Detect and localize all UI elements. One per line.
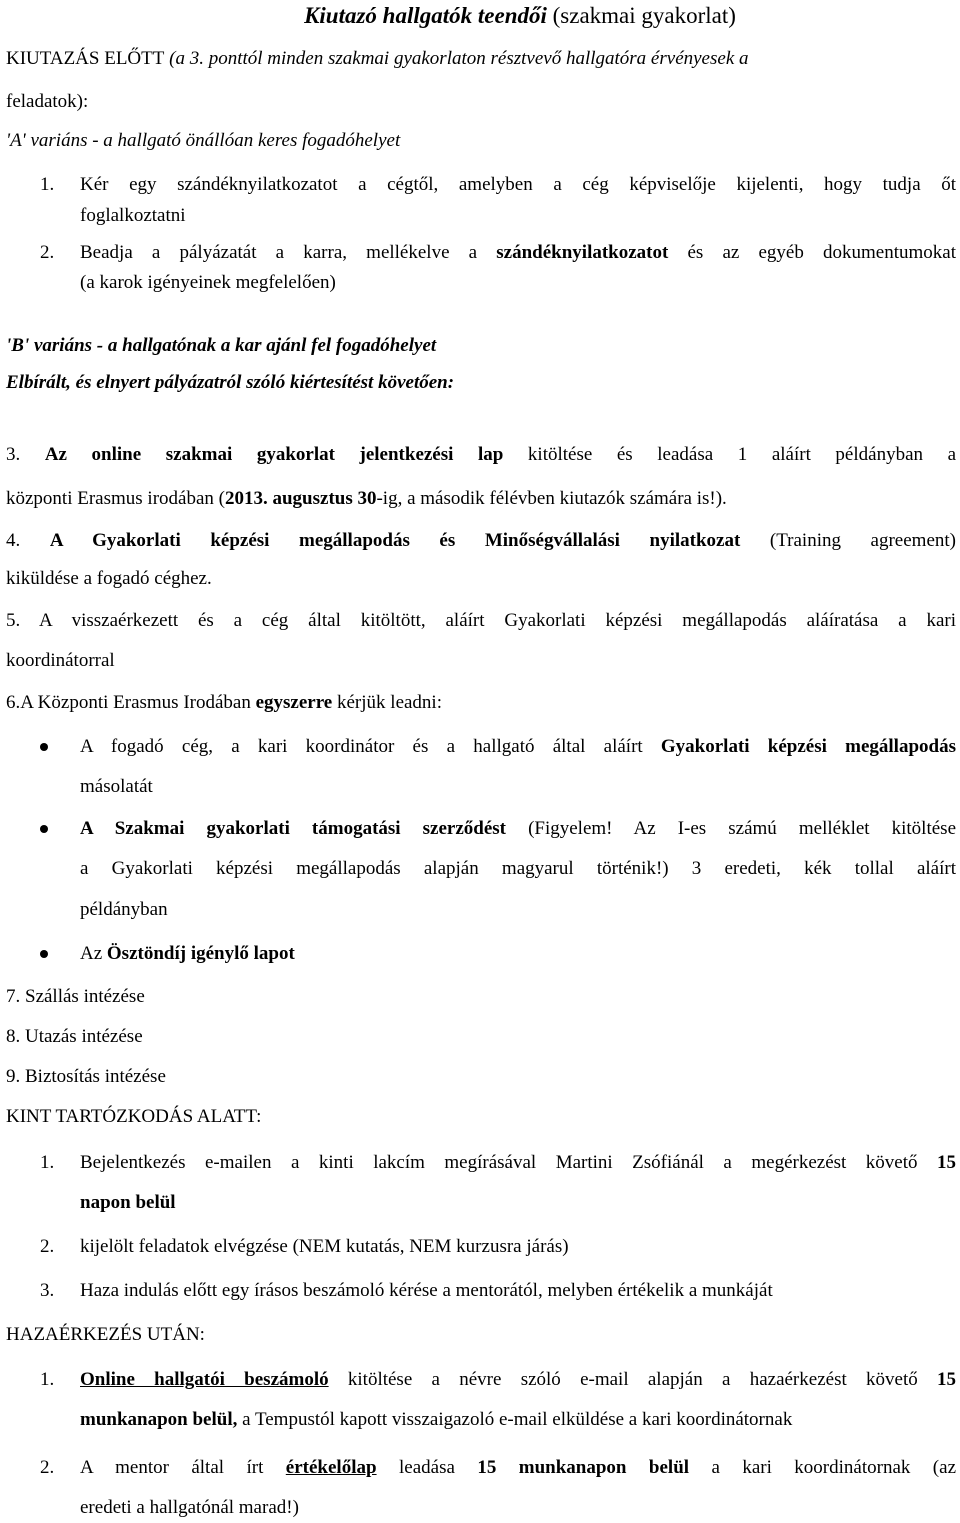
bold-text: A Gyakorlati képzési megállapodás és Minőségvállalási nyilatkozat (49, 530, 741, 551)
step-number: 3. (6, 444, 45, 465)
list-number: 2. (40, 1236, 55, 1257)
text: -ig, a második félévben kiutazók számára is!). (376, 488, 727, 509)
step-9: 9. Biztosítás intézése (6, 1066, 166, 1087)
bullet-item-cont: példányban (80, 899, 168, 920)
bullet-item-cont: másolatát (80, 776, 153, 797)
text: kitöltése és leadása 1 aláírt példányban a (503, 444, 957, 465)
text: Az (80, 943, 107, 964)
text: (Figyelem! Az I-es számú melléklet kitöltése (506, 818, 957, 839)
list-item (80, 1457, 956, 1479)
bullet-item (80, 736, 956, 758)
list-item-cont: eredeti a hallgatónál marad!) (80, 1497, 299, 1518)
bold-text: 15 (937, 1369, 956, 1390)
text: (Training agreement) (740, 530, 956, 551)
list-item: Kér egy szándéknyilatkozatot a cégtől, amelyben a cég képviselője kijelenti, hogy tudja őt (80, 174, 956, 195)
step-5: 5. A visszaérkezett és a cég által kitöltött, aláírt Gyakorlati képzési megállapodás aláíratása a kari (6, 610, 956, 631)
list-number: 1. (40, 1369, 55, 1390)
title-main: Kiutazó hallgatók teendői (304, 3, 553, 28)
list-item (80, 1369, 956, 1391)
bold-text: szándéknyilatkozatot (496, 242, 669, 263)
text: kitöltése a névre szóló e-mail alapján a hazaérkezést követő (328, 1369, 937, 1390)
bullet-icon (40, 743, 48, 751)
before-heading-line (6, 48, 960, 70)
bold-text: 15 (937, 1152, 956, 1173)
step-8: 8. Utazás intézése (6, 1026, 143, 1047)
bullet-icon (40, 950, 48, 958)
section-heading-after: HAZAÉRKEZÉS UTÁN: (6, 1324, 205, 1345)
bold-text: egyszerre (255, 692, 333, 713)
section-heading-before: KIUTAZÁS ELŐTT (6, 48, 165, 69)
list-item-cont: napon belül (80, 1192, 176, 1213)
section-heading-during: KINT TARTÓZKODÁS ALATT: (6, 1106, 262, 1127)
list-item (80, 242, 956, 264)
list-number: 3. (40, 1280, 55, 1301)
list-item: kijelölt feladatok elvégzése (NEM kutatás, NEM kurzusra járás) (80, 1236, 569, 1257)
title-sub: (szakmai gyakorlat) (552, 3, 736, 28)
list-item (80, 1152, 956, 1174)
bold-text: 2013. augusztus 30 (224, 488, 377, 509)
text: a kari koordinátornak (az (689, 1457, 957, 1478)
list-item-cont: foglalkoztatni (80, 205, 186, 226)
step-number: 4. (6, 530, 50, 551)
text: központi Erasmus irodában ( (6, 488, 225, 509)
variant-b: 'B' variáns - a hallgatónak a kar ajánl fel fogadóhelyet (6, 335, 437, 356)
text: 6.A Központi Erasmus Irodában (6, 692, 256, 713)
page-title (0, 2, 960, 30)
bold-text: munkanapon belül, (80, 1409, 238, 1430)
text: és az egyéb dokumentumokat (668, 242, 957, 263)
colon: : (83, 91, 89, 112)
step-3 (6, 444, 956, 466)
step-4 (6, 530, 956, 552)
text: Bejelentkezés e-mailen a kinti lakcím megírásával Martini Zsófiánál a megérkezést követő (80, 1152, 937, 1173)
variant-a: 'A' variáns - a hallgató önállóan keres fogadóhelyet (6, 130, 401, 151)
list-item: Haza indulás előtt egy írásos beszámoló kérése a mentorától, melyben értékelik a munkáját (80, 1280, 773, 1301)
bold-text: Gyakorlati képzési megállapodás (660, 736, 956, 757)
step-7: 7. Szállás intézése (6, 986, 145, 1007)
step-4-cont: kiküldése a fogadó céghez. (6, 568, 212, 589)
before-note: (a 3. ponttól minden szakmai gyakorlaton résztvevő hallgatóra érvényesek a (164, 48, 749, 69)
before-note-cont: feladatok) (6, 91, 84, 112)
bold-text: 15 munkanapon belül (477, 1457, 690, 1478)
bold-text: Az online szakmai gyakorlat jelentkezési lap (44, 444, 504, 465)
step-5-cont: koordinátorral (6, 650, 115, 671)
list-number: 2. (40, 1457, 55, 1478)
after-result-heading: Elbírált, és elnyert pályázatról szóló kiértesítést követően: (6, 372, 455, 393)
text: A mentor által írt (80, 1457, 286, 1478)
bullet-item-cont: a Gyakorlati képzési megállapodás alapján magyarul történik!) 3 eredeti, kék tollal aláírt (80, 858, 956, 879)
list-item-cont: (a karok igényeinek megfelelően) (80, 272, 336, 293)
online-report-link[interactable]: Online hallgatói beszámoló (80, 1369, 329, 1390)
text: Beadja a pályázatát a karra, mellékelve a (80, 242, 497, 263)
step-6 (6, 692, 960, 714)
bullet-item (80, 943, 956, 965)
list-number: 1. (40, 174, 55, 195)
bullet-icon (40, 825, 48, 833)
bullet-item (80, 818, 956, 840)
text: kérjük leadni: (332, 692, 442, 713)
list-number: 2. (40, 242, 55, 263)
bold-text: A Szakmai gyakorlati támogatási szerződést (80, 818, 506, 839)
step-3-cont (6, 488, 960, 510)
text: a Tempustól kapott visszaigazoló e-mail elküldése a kari koordinátornak (237, 1409, 793, 1430)
text: A fogadó cég, a kari koordinátor és a hallgató által aláírt (80, 736, 661, 757)
before-note-line2 (6, 91, 960, 113)
list-number: 1. (40, 1152, 55, 1173)
bold-text: Ösztöndíj igénylő lapot (106, 943, 295, 964)
evaluation-form-link[interactable]: értékelőlap (285, 1457, 377, 1478)
text: leadása (376, 1457, 478, 1478)
list-item-cont (80, 1409, 956, 1431)
